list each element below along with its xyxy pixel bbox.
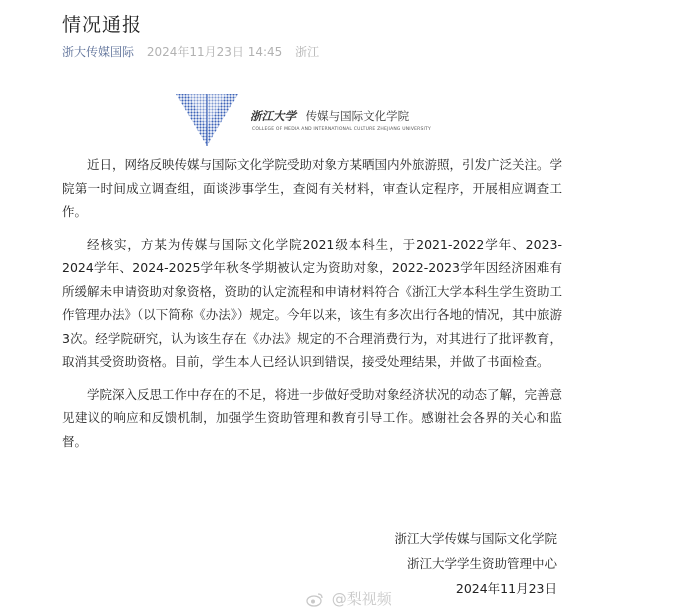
watermark (306, 588, 392, 611)
signature-org-2: 浙江大学学生资助管理中心 (406, 556, 557, 571)
logo-name: 传媒与国际文化学院 (305, 109, 410, 123)
paragraph: 经核实，方某为传媒与国际文化学院2021级本科生，于2021-2022学年、2023-2024学年、2024-2025学年秋冬学期被认定为资助对象，2022-2023学年因经济困难有所缓解未申请资助对象资格，资助的认定流程和申请材料符合《浙江大学本科生学生资助工作管理办法》（以下简称《办法》）规定。今年以来，该生有多次出行各地的情况，其中旅游3次。经学院研究，认为该生存在《办法》规定的不合理消费行为，对其进行了批评教育，取消其受资助资格。目前，学生本人已经认识到错误，接受处理结果，并做了书面检查。 (62, 236, 563, 369)
article-title: 情况通报 (62, 14, 143, 36)
watermark-text: @梨视频 (331, 590, 392, 608)
logo-college-name (250, 108, 409, 124)
paragraph: 近日，网络反映传媒与国际文化学院受助对象方某晒国内外旅游照，引发广泛关注。学院第一时间成立调查组，面谈涉事学生，查阅有关材料，审查认定程序，开展相应调查工作。 (62, 157, 563, 219)
signature-block (394, 526, 557, 601)
signature-date: 2024年11月23日 (455, 581, 557, 596)
paragraph: 学院深入反思工作中存在的不足，将进一步做好受助对象经济状况的动态了解，完善意见建议的响应和反馈机制，加强学生资助管理和教育引导工作。感谢社会各界的关心和监督。 (62, 386, 563, 449)
article-meta (62, 43, 319, 60)
article-body (62, 153, 562, 462)
publish-location: 浙江 (295, 45, 320, 59)
signature-org-1: 浙江大学传媒与国际文化学院 (394, 531, 557, 546)
logo-subtitle: COLLEGE OF MEDIA AND INTERNATIONAL CULTURE ZHEJIANG UNIVERSITY (252, 127, 431, 132)
college-emblem-icon (172, 90, 242, 150)
college-logo (172, 90, 432, 150)
publish-date: 2024年11月23日 14:45 (146, 45, 283, 59)
weibo-icon (306, 592, 324, 611)
account-name-link[interactable]: 浙大传媒国际 (62, 45, 135, 59)
logo-brand: 浙江大学 (250, 109, 296, 123)
